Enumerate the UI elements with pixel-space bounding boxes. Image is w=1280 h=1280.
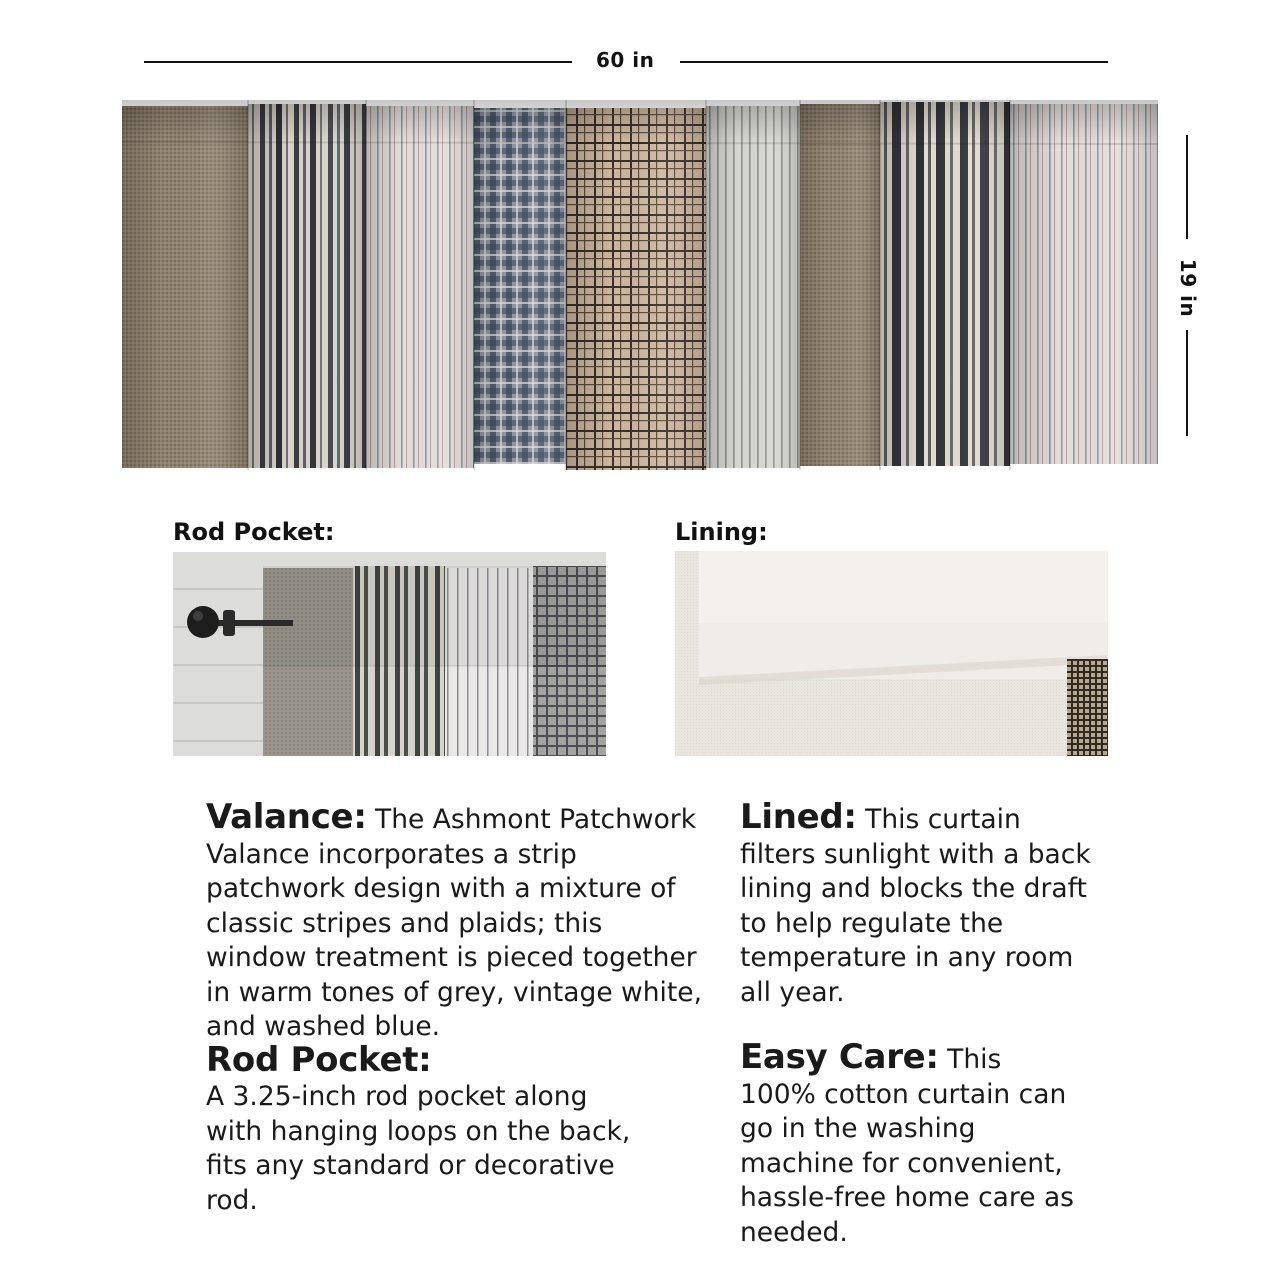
valance-feature-heading: Valance: <box>206 797 367 837</box>
height-dimension-line-top <box>1186 135 1188 239</box>
patchwork-edge-swatch <box>1067 659 1108 756</box>
lined-feature-body: This curtain filters sunlight with a back lining and blocks the draft to help regulate the temperature in any room all year. <box>740 804 1091 1008</box>
easy-care-feature-body: This 100% cotton curtain can go in the washing machine for convenient, hassle-free home care as needed. <box>740 1044 1074 1248</box>
valance-feature-block <box>206 797 706 1045</box>
rod-pocket-thumbnail-label: Rod Pocket: <box>173 518 335 546</box>
valance-product-image <box>122 100 1158 470</box>
rod-pocket-feature-heading: Rod Pocket: <box>206 1040 432 1080</box>
lined-feature-block <box>740 797 1100 1010</box>
width-dimension-line-left <box>144 61 572 63</box>
valance-feature-body: The Ashmont Patchwork Valance incorporates a strip patchwork design with a mixture of classic stripes and plaids; this window treatment is pieced together in warm tones of grey, vintage white, and washed blue. <box>206 804 702 1042</box>
width-dimension-line-right <box>680 61 1108 63</box>
easy-care-feature-heading: Easy Care: <box>740 1037 939 1077</box>
rod-pocket-detail-image <box>173 552 606 756</box>
easy-care-feature-block <box>740 1037 1080 1250</box>
width-dimension-label: 60 in <box>596 48 655 72</box>
lining-thumbnail-label: Lining: <box>675 518 768 546</box>
height-dimension-line-bottom <box>1186 330 1188 436</box>
height-dimension-label: 19 in <box>1176 258 1200 318</box>
rod-pocket-feature-body: A 3.25-inch rod pocket along with hanging loops on the back, fits any standard or decorative rod. <box>206 1081 631 1216</box>
rod-pocket-feature-block <box>206 1040 646 1218</box>
lining-detail-image <box>675 551 1108 756</box>
curtain-rod-finial <box>187 606 219 638</box>
lined-feature-heading: Lined: <box>740 797 857 837</box>
